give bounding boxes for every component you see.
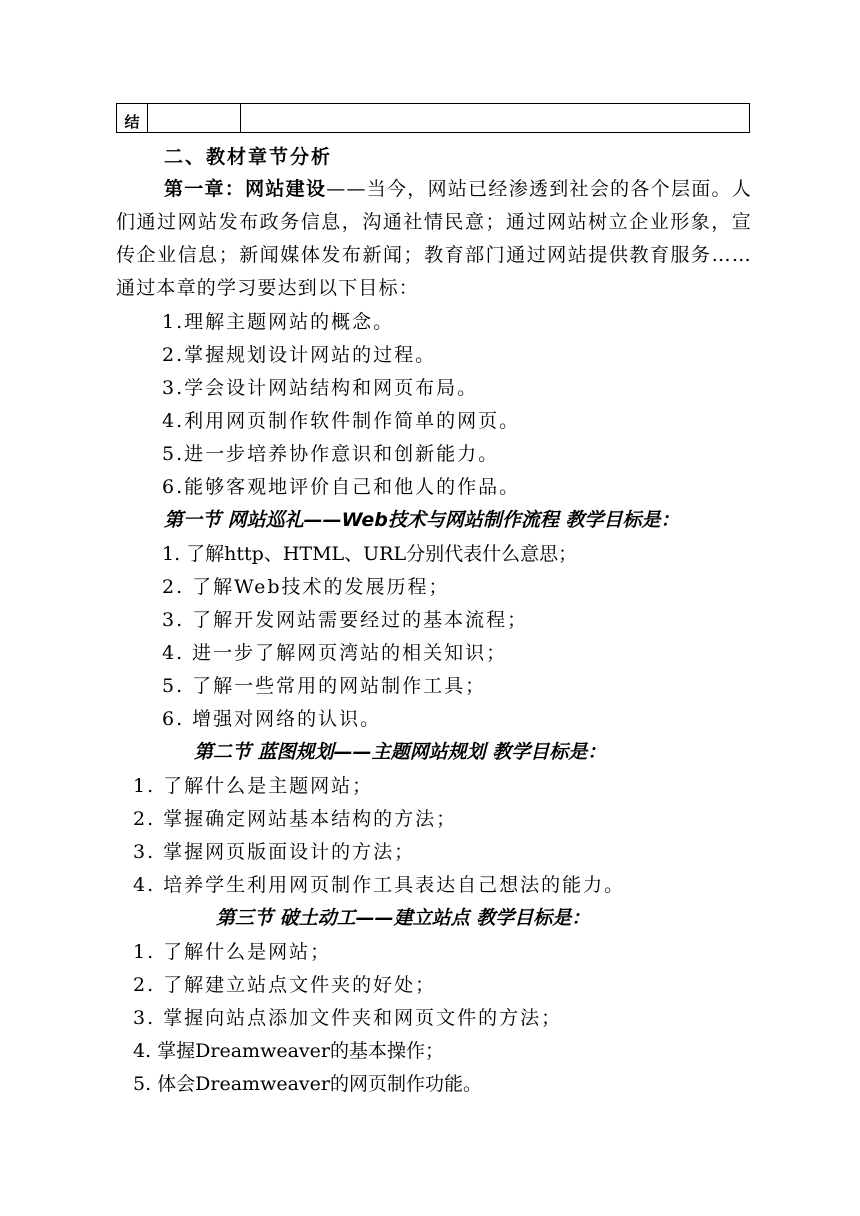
section-heading: 二、教材章节分析 xyxy=(164,146,333,168)
chapter-goal-item: 2.掌握规划设计网站的过程。 xyxy=(162,344,437,366)
section3-goal-item: 5. 体会Dreamweaver的网页制作功能。 xyxy=(133,1073,482,1095)
section1-goal-item: 2. 了解Web技术的发展历程； xyxy=(162,576,450,598)
chapter-intro-text: ——当今，网站已经渗透到社会的各个层面。人们通过网站发布政务信息，沟通社情民意；通过网站树立企业形象，宣传企业信息；新闻媒体发布新闻；教育部门通过网站提供教育服务……通过本章的学习要达到以下目标： xyxy=(116,178,752,299)
chapter-goal-item: 3.学会设计网站结构和网页布局。 xyxy=(162,377,479,399)
table-cell-empty-wide xyxy=(241,104,750,133)
chapter-goal-item: 6.能够客观地评价自己和他人的作品。 xyxy=(162,476,521,498)
section1-goal-item: 5. 了解一些常用的网站制作工具； xyxy=(162,675,487,697)
section1-title: 第一节 网站巡礼——Web技术与网站制作流程 教学目标是： xyxy=(164,509,680,531)
section3-goal-item: 1. 了解什么是网站； xyxy=(133,941,332,963)
section2-goal-item: 1. 了解什么是主题网站； xyxy=(133,775,374,797)
section2-goal-item: 2. 掌握确定网站基本结构的方法； xyxy=(133,808,458,830)
section2-goal-item: 4. 培养学生利用网页制作工具表达自己想法的能力。 xyxy=(133,874,626,896)
section3-goal-item: 4. 掌握Dreamweaver的基本操作； xyxy=(133,1040,444,1062)
chapter-goal-item: 1.理解主题网站的概念。 xyxy=(162,311,395,333)
section1-goal-item: 3. 了解开发网站需要经过的基本流程； xyxy=(162,609,529,631)
chapter-goal-item: 5.进一步培养协作意识和创新能力。 xyxy=(162,443,500,465)
chapter-goal-item: 4.利用网页制作软件制作简单的网页。 xyxy=(162,410,521,432)
section1-goal-item: 1. 了解http、HTML、URL分别代表什么意思； xyxy=(162,543,578,565)
section1-goal-item: 4. 进一步了解网页湾站的相关知识； xyxy=(162,642,508,664)
section3-title: 第三节 破土动工——建立站点 教学目标是： xyxy=(216,907,591,929)
table-cell-label: 结 xyxy=(117,104,148,133)
section3-goal-item: 2. 了解建立站点文件夹的好处； xyxy=(133,974,437,996)
table-cell-empty xyxy=(148,104,241,133)
section1-goal-item: 6. 增强对网络的认识。 xyxy=(162,708,382,730)
header-table xyxy=(116,103,750,133)
chapter-title: 第一章：网站建设 xyxy=(164,178,327,200)
chapter-paragraph xyxy=(116,173,752,305)
section2-title: 第二节 蓝图规划——主题网站规划 教学目标是： xyxy=(194,741,607,763)
section3-goal-item: 3. 掌握向站点添加文件夹和网页文件的方法； xyxy=(133,1007,563,1029)
section2-goal-item: 3. 掌握网页版面设计的方法； xyxy=(133,841,416,863)
